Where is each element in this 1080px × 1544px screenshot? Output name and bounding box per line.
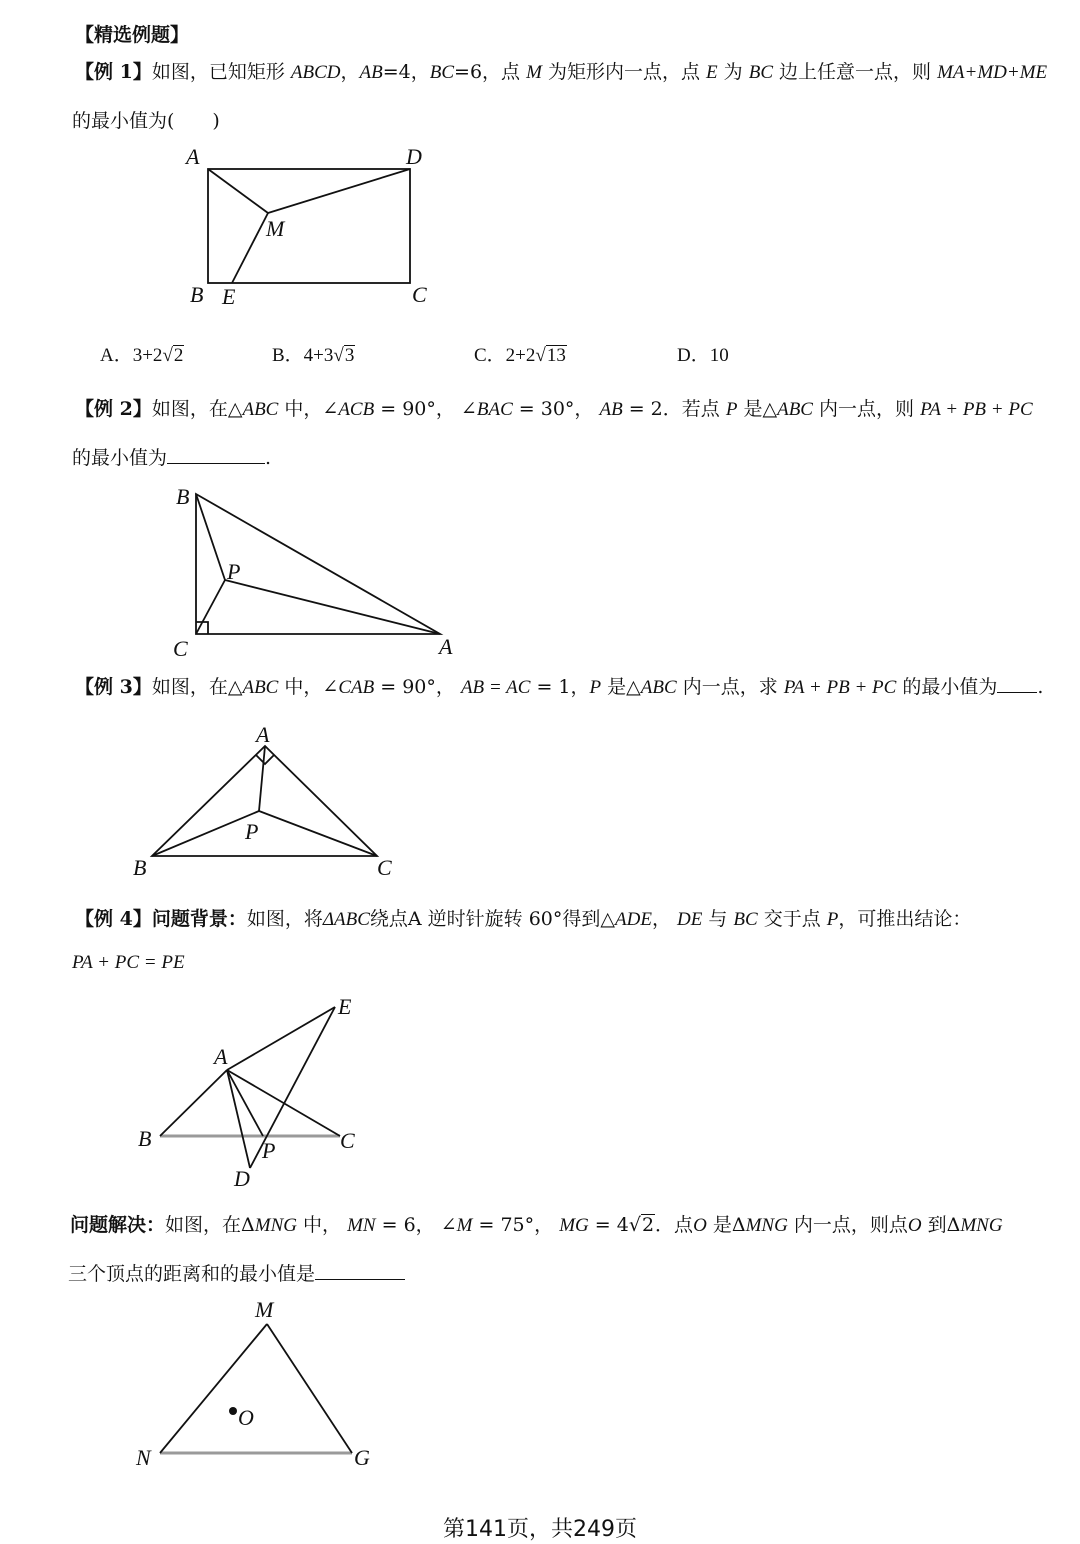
ex4-math: P [826,909,839,930]
label-n: N [136,1445,151,1470]
ex4-text: ，可推出结论： [838,908,972,930]
solve-math: O [907,1215,922,1236]
ex1-text: 边上任意一点，则 [773,61,938,83]
solve-math: MG [559,1215,589,1236]
segment-pb [196,494,225,580]
solve-text: ．点 [655,1214,694,1236]
answer-blank [997,688,1037,693]
ex4-text: 如图，将 [246,908,323,930]
solve-math: M [456,1215,473,1236]
solve-text: 内一点，则点 [787,1214,908,1236]
ex2-math: P [725,399,738,420]
ex2-math: BAC [476,399,513,420]
option-b [272,340,355,367]
ex2-line2-text: 的最小值为 [72,447,168,469]
ex3-math: PA + PB + PC [783,677,897,698]
ex2-math: AB [599,399,623,420]
ex2-math: PA + PB + PC [920,399,1033,420]
label-m: M [255,1297,274,1322]
segment-pc [259,811,377,856]
solve-math: MNG [745,1215,788,1236]
label-b: B [133,855,147,880]
ex1-figure [180,140,440,315]
solve-math: O [693,1215,707,1236]
label-d: D [234,1166,250,1191]
label-c: C [173,636,188,661]
label-o: O [238,1405,254,1430]
sqrt-sign: √ [162,345,173,366]
ex1-line2: 的最小值为( ) [72,110,220,132]
label-b: B [176,484,190,509]
ex4-math: ΔABC [322,909,370,930]
ex4-conclusion: PA + PC = PE [72,952,185,973]
page-footer: 第141页，共249页 [443,1517,637,1542]
segment-mg [267,1324,352,1453]
solve-line2 [68,1259,405,1286]
segment-mn [160,1324,267,1453]
ex1-text: =6，点 [454,61,527,83]
ex3-figure [125,715,415,885]
ex2-text: 内一点，则 [812,398,921,420]
ex4-figure [130,990,380,1190]
label-b: B [138,1126,152,1151]
ex2-text: = 90°， ∠ [374,398,477,420]
label-c: C [340,1128,355,1153]
ex2-line2-end: . [265,447,272,469]
ex4-math: DE [677,909,703,930]
label-c: C [377,855,392,880]
ex3-text: = 90°， [374,676,461,698]
ex4-text: 绕点A 逆时针旋转 60°得到△ [369,908,616,930]
solve-text: 如图，在Δ [165,1214,255,1236]
label-m: M [266,216,285,241]
ex2-math: ABC [777,399,813,420]
option-a-text: A．3+2 [100,345,163,366]
ex4-line1 [75,904,971,931]
label-a: A [439,634,453,659]
answer-blank [167,459,265,464]
segment-md [268,169,410,213]
solve-text: = 75°， [472,1214,560,1236]
option-c-radicand: 13 [546,345,566,366]
label-p: P [227,559,241,584]
ex1-tag: 【例 1】 [75,61,152,83]
ex1-text: 为矩形内一点，点 [541,61,707,83]
ex2-line1 [75,394,1033,421]
option-b-radicand: 3 [344,345,355,366]
segment-me [232,213,268,283]
solve-math: MNG [254,1215,297,1236]
ex2-text: 是△ [737,398,778,420]
ex4-sub: 问题背景： [151,908,247,930]
ex3-text: 是△ [601,676,641,698]
solve-line1 [70,1210,1003,1237]
ex3-text: = 1， [530,676,590,698]
ex1-math: M [526,62,542,83]
ex2-math: ACB [338,399,375,420]
rectangle-abcd [208,169,410,283]
segment-pb [152,811,259,856]
option-b-text: B．4+3 [272,345,334,366]
segment-pa [259,746,265,811]
segment-pa [225,580,440,634]
ex1-text: 如图，已知矩形 [151,61,291,83]
ex3-text: 如图，在△ [151,676,243,698]
answer-blank [315,1275,405,1280]
ex1-math: BC [748,62,773,83]
solve-radicand: 2 [641,1214,655,1236]
ex4-text: 与 [702,908,734,930]
label-e: E [338,994,352,1019]
ex4-math: ADE [615,909,652,930]
ex3-math: CAB [338,677,375,698]
ex4-solve-figure [130,1290,390,1480]
solve-math: MNG [960,1215,1003,1236]
label-a: A [214,1044,228,1069]
ex2-text: 如图，在△ [151,398,243,420]
ex1-math: MA+MD+ME [937,62,1048,83]
solve-tag: 问题解决： [70,1214,166,1236]
ex1-text: =4， [382,61,430,83]
option-c-text: C．2+2 [474,345,536,366]
right-angle-mark [256,755,274,764]
ex4-math: BC [733,909,758,930]
ex3-math: ABC [242,677,279,698]
label-p: P [262,1138,276,1163]
segment-ma [208,169,268,213]
ex2-tag: 【例 2】 [75,398,152,420]
ex3-text: 内一点，求 [676,676,784,698]
option-d: D．10 [677,345,729,366]
section-title: 【精选例题】 [75,24,190,46]
solve-text: 中， [296,1214,348,1236]
label-b: B [190,282,204,307]
sqrt-sign: √ [333,345,344,366]
ex1-math: BC [429,62,455,83]
solve-text: = 4 [588,1214,629,1236]
point-o [229,1407,237,1415]
solve-text: = 6， ∠ [375,1214,457,1236]
option-a [100,340,184,367]
ex3-math: AB = AC [460,677,531,698]
solve-text: 是Δ [706,1214,746,1236]
ex2-line2 [72,443,271,470]
ex1-text: 为 [717,61,749,83]
ex4-text: ， [651,908,677,930]
label-a: A [186,144,200,169]
label-p: P [245,819,259,844]
ex2-text: 中，∠ [278,398,339,420]
segment-pc [196,580,225,634]
ex1-math: ABCD [290,62,341,83]
ex1-line1 [75,57,1047,84]
segment-ab [160,1070,227,1136]
segment-ad [227,1070,250,1168]
sqrt-sign: √ [535,345,546,366]
ex2-figure [165,480,465,665]
ex3-math: P [589,677,602,698]
label-d: D [406,144,422,169]
ex3-tag: 【例 3】 [75,676,152,698]
ex3-text: 的最小值为 [896,676,998,698]
solve-text: 到Δ [921,1214,961,1236]
ex1-text: ， [340,61,360,83]
solve-line2-text: 三个顶点的距离和的最小值是 [68,1263,316,1285]
ex2-text: = 30°， [512,398,600,420]
sqrt-sign: √ [628,1214,641,1236]
ex3-line1 [75,672,1043,699]
ex4-text: 交于点 [757,908,827,930]
label-a: A [256,722,270,747]
ex2-text: = 2．若点 [622,398,726,420]
solve-math: MN [347,1215,376,1236]
option-a-radicand: 2 [173,345,184,366]
label-c: C [412,282,427,307]
ex3-text: 中，∠ [278,676,339,698]
ex4-tag: 【例 4】 [75,908,152,930]
ex3-math: ABC [640,677,677,698]
ex2-math: ABC [242,399,279,420]
ex3-end: . [1037,676,1044,698]
label-e: E [222,284,236,309]
option-c [474,340,567,367]
ex1-math: E [706,62,718,83]
ex1-math: AB [359,62,383,83]
label-g: G [354,1445,370,1470]
